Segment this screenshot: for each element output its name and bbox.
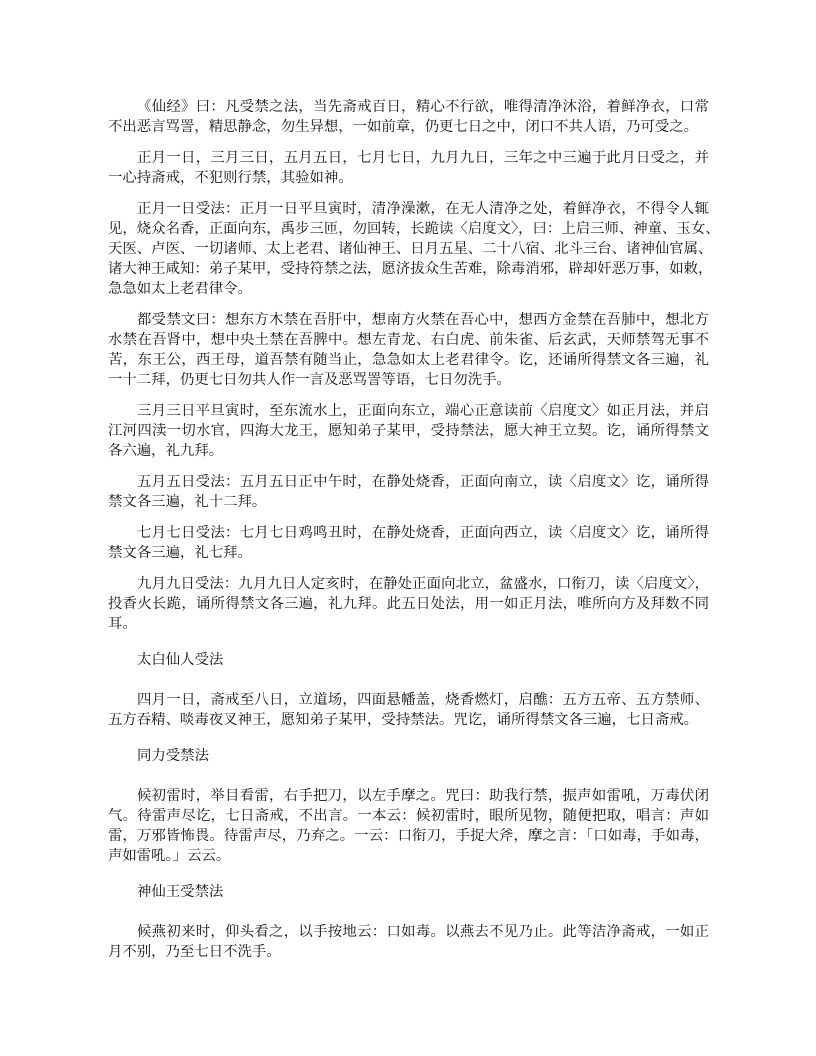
text-line: 不出恶言骂詈，精思静念，勿生异想，一如前章，仍更七日之中，闭口不共人语，乃可受之。 — [108, 119, 699, 135]
document-body — [108, 97, 720, 973]
text-line: 禁文各三遍，礼七拜。 — [108, 545, 252, 561]
text-line: 天医、卢医、一切诸师、太上老君、诸仙神王、日月五星、二十八宿、北斗三台、诸神仙官属、 — [108, 241, 713, 257]
text-line: 声如雷吼。」云云。 — [108, 848, 231, 864]
text-line: 一十二拜，仍更七日勿共人作一言及恶骂詈等语，七日勿洗手。 — [108, 372, 511, 388]
text-line: 气。待雷声尽讫，七日斋戒，不出言。一本云：候初雷时，眼所见物，随便把取，唱言：声如 — [108, 808, 709, 824]
paragraph — [108, 690, 709, 730]
paragraph — [108, 523, 709, 563]
section-heading: 神仙王受禁法 — [137, 884, 224, 900]
paragraph — [108, 310, 709, 390]
paragraph — [108, 786, 709, 866]
paragraph — [108, 401, 709, 461]
text-line: 江河四渎一切水官，四海大龙王，愿知弟子某甲，受持禁法，愿大神王立契。讫，诵所得禁文 — [108, 423, 709, 439]
text-line: 禁文各三遍，礼十二拜。 — [108, 494, 267, 510]
text-line: 诸大神王咸知：弟子某甲，受持符禁之法，愿济拔众生苦难，除毒消邪，辟却奸恶万事，如敕， — [108, 261, 713, 277]
text-line: 五月五日受法：五月五日正中午时，在静处烧香，正面向南立，读〈启度文〉讫，诵所得 — [137, 474, 709, 490]
text-line: 五方吞精、啖毒夜叉神王，愿知弟子某甲，受持禁法。咒讫，诵所得禁文各三遍，七日斋戒。 — [108, 712, 699, 728]
text-line: 七月七日受法：七月七日鸡鸣丑时，在静处烧香，正面向西立，读〈启度文〉讫，诵所得 — [137, 525, 709, 541]
text-line: 四月一日，斋戒至八日，立道场，四面悬幡盖，烧香燃灯，启醮：五方五帝、五方禁师、 — [137, 692, 709, 708]
text-line: 月不别，乃至七日不洗手。 — [108, 944, 281, 960]
paragraph — [108, 199, 720, 299]
text-line: 急急如太上老君律令。 — [108, 281, 252, 297]
text-line: 见，烧众名香，正面向东，禹步三匝，勿回转，长跪读〈启度文〉，曰：上启三师、神童、玉女、 — [108, 221, 720, 237]
text-line: 各六遍，礼九拜。 — [108, 443, 224, 459]
text-line: 一心持斋戒，不犯则行禁，其验如神。 — [108, 170, 353, 186]
section-heading: 太白仙人受法 — [137, 652, 224, 668]
text-line: 雷，万邪皆怖畏。待雷声尽，乃弃之。一云：口衔刀，手捉大斧，摩之言：「口如毒，手如毒， — [108, 828, 709, 844]
text-line: 候初雷时，举目看雷，右手把刀，以左手摩之。咒曰：助我行禁，振声如雷吼，万毒伏闭 — [137, 788, 709, 804]
text-line: 《仙经》曰：凡受禁之法，当先斋戒百日，精心不行欲，唯得清净沐浴，着鲜净衣，口常 — [137, 99, 709, 115]
text-line: 耳。 — [108, 616, 137, 632]
paragraph — [108, 97, 709, 137]
paragraph — [108, 574, 709, 634]
text-line: 水禁在吾肾中，想中央土禁在吾脾中。想左青龙、右白虎、前朱雀、后玄武，天师禁驾无事不 — [108, 332, 709, 348]
text-line: 正月一日受法：正月一日平旦寅时，清净澡漱，在无人清净之处，着鲜净衣，不得令人辄 — [137, 201, 709, 217]
text-line: 投香火长跪，诵所得禁文各三遍，礼九拜。此五日处法，用一如正月法，唯所向方及拜数不同 — [108, 596, 709, 612]
text-line: 三月三日平旦寅时，至东流水上，正面向东立，端心正意读前〈启度文〉如正月法，并启 — [137, 403, 709, 419]
text-line: 都受禁文曰：想东方木禁在吾肝中，想南方火禁在吾心中，想西方金禁在吾肺中，想北方 — [137, 312, 709, 328]
paragraph — [108, 922, 709, 962]
paragraph — [108, 472, 709, 512]
paragraph — [108, 148, 709, 188]
section-heading: 同力受禁法 — [137, 748, 209, 764]
text-line: 九月九日受法：九月九日人定亥时，在静处正面向北立，盆盛水，口衔刀，读〈启度文〉， — [137, 576, 709, 592]
text-line: 正月一日，三月三日，五月五日，七月七日，九月九日，三年之中三遍于此月日受之，并 — [137, 150, 709, 166]
text-line: 苦，东王公，西王母，道吾禁有随当止，急急如太上老君律令。讫，还诵所得禁文各三遍，礼 — [108, 352, 709, 368]
text-line: 候燕初来时，仰头看之，以手按地云：口如毒。以燕去不见乃止。此等洁净斋戒，一如正 — [137, 924, 709, 940]
